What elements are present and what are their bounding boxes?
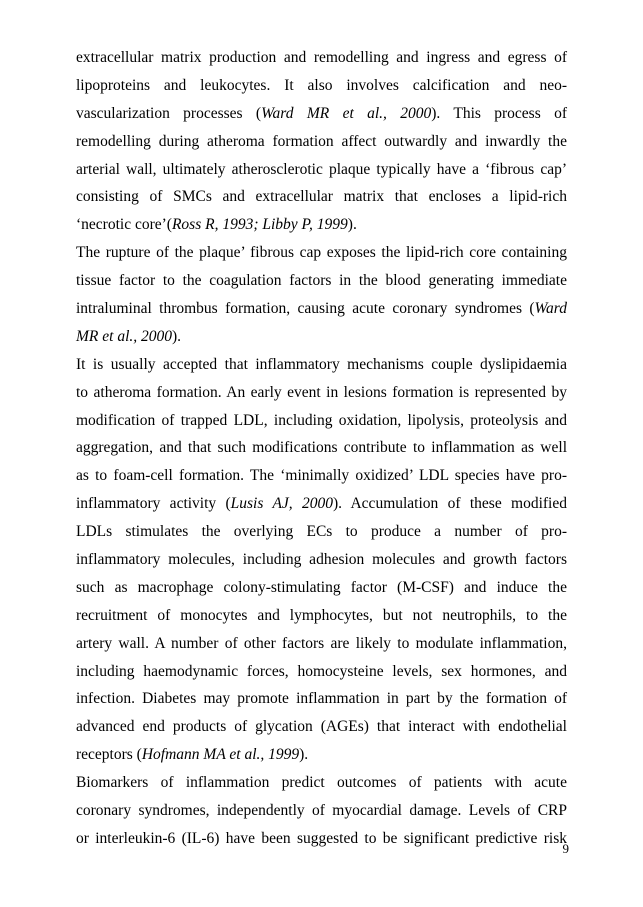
text-run: advanced end products of glycation (AGEs) that interact with endothelial bbox=[76, 718, 567, 736]
text-run: LDLs stimulates the overlying ECs to produce a number of pro- bbox=[76, 523, 567, 541]
text-run: artery wall. A number of other factors are likely to modulate inflammation, bbox=[76, 634, 567, 652]
text-line bbox=[76, 239, 567, 267]
text-run: ). bbox=[299, 746, 309, 764]
text-run: aggregation, and that such modifications contribute to inflammation as well bbox=[76, 439, 567, 457]
page-number: 9 bbox=[562, 841, 569, 856]
text-line bbox=[76, 183, 567, 211]
body-text bbox=[76, 44, 567, 853]
text-run: receptors ( bbox=[76, 746, 142, 764]
paragraph bbox=[76, 44, 567, 239]
text-run: as to foam-cell formation. The ‘minimally oxidized’ LDL species have pro- bbox=[76, 467, 567, 485]
text-run: ). bbox=[347, 216, 357, 234]
paragraph bbox=[76, 351, 567, 769]
text-line bbox=[76, 462, 567, 490]
text-line bbox=[76, 211, 567, 239]
text-run: to atheroma formation. An early event in lesions formation is represented by bbox=[76, 383, 567, 401]
text-line bbox=[76, 44, 567, 72]
text-line bbox=[76, 546, 567, 574]
text-line bbox=[76, 769, 567, 797]
text-run: such as macrophage colony-stimulating factor (M-CSF) and induce the bbox=[76, 578, 567, 596]
text-run: inflammatory activity ( bbox=[76, 495, 231, 513]
text-line bbox=[76, 323, 567, 351]
text-line bbox=[76, 797, 567, 825]
text-line bbox=[76, 658, 567, 686]
text-run: extracellular matrix production and remodelling and ingress and egress of bbox=[76, 49, 567, 66]
text-line bbox=[76, 518, 567, 546]
text-run: ). bbox=[172, 327, 182, 345]
text-run: ). This process of bbox=[431, 104, 567, 122]
text-run: modification of trapped LDL, including oxidation, lipolysis, proteolysis and bbox=[76, 411, 567, 429]
citation: MR et al., 2000 bbox=[76, 327, 172, 345]
text-line bbox=[76, 128, 567, 156]
citation: Ross R, 1993; Libby P, 1999 bbox=[171, 216, 348, 234]
text-line bbox=[76, 156, 567, 184]
text-run: It is usually accepted that inflammatory mechanisms couple dyslipidaemia bbox=[76, 355, 567, 373]
citation: Ward MR et al., 2000 bbox=[261, 104, 432, 122]
text-run: Biomarkers of inflammation predict outcomes of patients with acute bbox=[76, 774, 567, 792]
text-line bbox=[76, 267, 567, 295]
text-line bbox=[76, 685, 567, 713]
citation: Hofmann MA et al., 1999 bbox=[141, 746, 300, 764]
paragraph bbox=[76, 769, 567, 853]
text-run: recruitment of monocytes and lymphocytes, but not neutrophils, to the bbox=[76, 606, 567, 624]
text-line bbox=[76, 295, 567, 323]
text-line bbox=[76, 351, 567, 379]
text-run: ‘necrotic core’( bbox=[76, 216, 172, 234]
text-line bbox=[76, 713, 567, 741]
text-line bbox=[76, 407, 567, 435]
text-run: intraluminal thrombus formation, causing acute coronary syndromes ( bbox=[76, 300, 535, 318]
text-line bbox=[76, 379, 567, 407]
text-line bbox=[76, 602, 567, 630]
text-run: consisting of SMCs and extracellular matrix that encloses a lipid-rich bbox=[76, 188, 567, 206]
text-run: including haemodynamic forces, homocysteine levels, sex hormones, and bbox=[76, 662, 567, 680]
text-line bbox=[76, 434, 567, 462]
text-run: lipoproteins and leukocytes. It also involves calcification and neo- bbox=[76, 76, 567, 94]
text-run: or interleukin-6 (IL-6) have been suggested to be significant predictive risk bbox=[76, 829, 567, 847]
text-run: The rupture of the plaque’ fibrous cap exposes the lipid-rich core containing bbox=[76, 244, 567, 262]
text-line bbox=[76, 825, 567, 853]
text-line bbox=[76, 490, 567, 518]
text-line bbox=[76, 741, 567, 769]
text-line bbox=[76, 574, 567, 602]
text-run: inflammatory molecules, including adhesion molecules and growth factors bbox=[76, 551, 567, 569]
text-line bbox=[76, 72, 567, 100]
text-run: ). Accumulation of these modified bbox=[332, 495, 567, 513]
text-run: remodelling during atheroma formation affect outwardly and inwardly the bbox=[76, 132, 567, 150]
citation: Lusis AJ, 2000 bbox=[230, 495, 333, 513]
text-run: infection. Diabetes may promote inflammation in part by the formation of bbox=[76, 690, 567, 708]
text-line bbox=[76, 100, 567, 128]
text-run: tissue factor to the coagulation factors in the blood generating immediate bbox=[76, 272, 567, 290]
citation: Ward bbox=[534, 300, 567, 318]
text-run: arterial wall, ultimately atherosclerotic plaque typically have a ‘fibrous cap’ bbox=[76, 160, 567, 178]
text-run: coronary syndromes, independently of myocardial damage. Levels of CRP bbox=[76, 802, 567, 820]
text-line bbox=[76, 630, 567, 658]
paragraph bbox=[76, 239, 567, 351]
text-run: vascularization processes ( bbox=[76, 104, 262, 122]
